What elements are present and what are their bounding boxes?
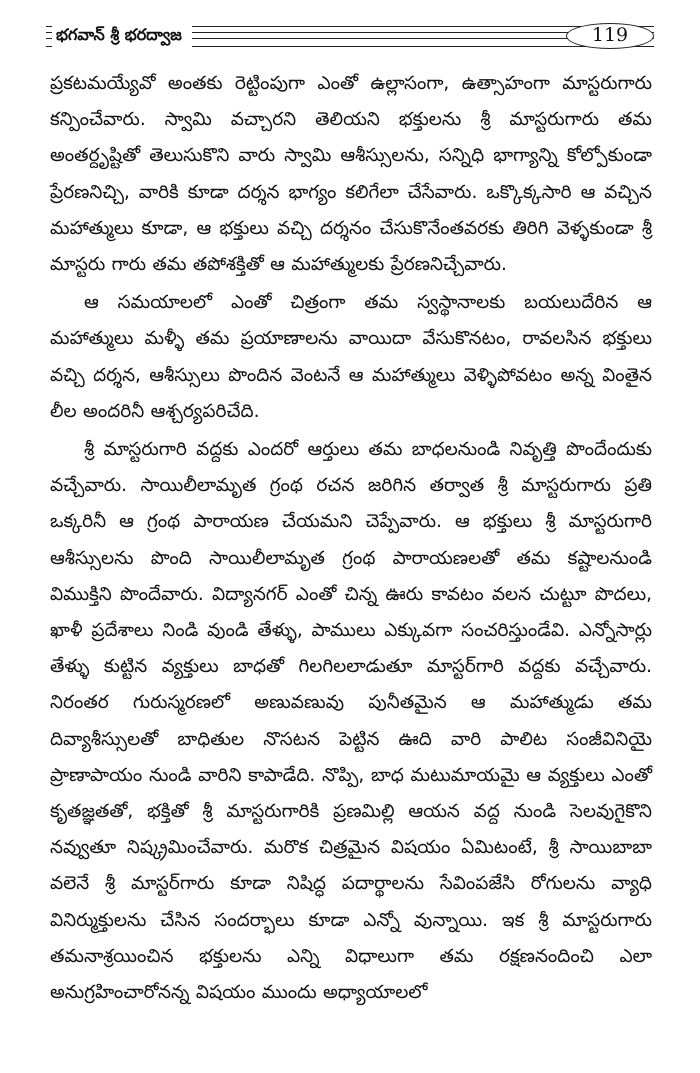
paragraph-2: ఆ సమయాలలో ఎంతో చిత్రంగా తమ స్వస్థానాలకు బయలుదేరిన ఆ మహాత్ములు మళ్ళీ తమ ప్రయాణాలను వాయిదా వేసుకొనటం, రావలసిన భక్తులు వచ్చి దర్శన, ఆశీస్సులు పొందిన వెంటనే ఆ మహాత్ములు వెళ్ళిపోవటం అన్న వింతైన లీల అందరినీ ఆశ్చర్యపరిచేది. [50, 292, 652, 422]
page-number: 119 [566, 23, 654, 49]
body-text [50, 66, 652, 1011]
book-title: భగవాన్ శ్రీ భరద్వాజ [52, 22, 192, 48]
paragraph-1: ప్రకటమయ్యేవో అంతకు రెట్టింపుగా ఎంతో ఉల్లాసంగా, ఉత్సాహంగా మాస్టరుగారు కన్పించేవారు. స్వామి వచ్చారని తెలియని భక్తులను శ్రీ మాస్టరుగారు తమ అంతర్దృష్టితో తెలుసుకొని వారు స్వామి ఆశీస్సులను, సన్నిధి భాగ్యాన్ని కోల్పోకుండా ప్రేరణనిచ్చి, వారికి కూడా దర్శన భాగ్యం కలిగేలా చేసేవారు. ఒక్కొక్కసారి ఆ వచ్చిన మహాత్ములు కూడా, ఆ భక్తులు వచ్చి దర్శనం చేసుకొనేంతవరకు తిరిగి వెళ్ళకుండా శ్రీ మాస్టరు గారు తమ తపోశక్తితో ఆ మహాత్ములకు ప్రేరణనిచ్చేవారు. [50, 73, 652, 276]
running-header [46, 22, 654, 50]
paragraph-3: శ్రీ మాస్టరుగారి వద్దకు ఎందరో ఆర్తులు తమ బాధలనుండి నివృత్తి పొందేందుకు వచ్చేవారు. సాయిలీలామృత గ్రంథ రచన జరిగిన తర్వాత శ్రీ మాస్టరుగారు ప్రతి ఒక్కరినీ ఆ గ్రంథ పారాయణ చేయమని చెప్పేవారు. ఆ భక్తులు శ్రీ మాస్టరుగారి ఆశీస్సులను పొంది సాయిలీలామృత గ్రంథ పారాయణలతో తమ కష్టాలనుండి విముక్తిని పొందేవారు. విద్యానగర్ ఎంతో చిన్న ఊరు కావటం వలన చుట్టూ పొదలు, ఖాళీ ప్రదేశాలు నిండి వుండి తేళ్ళు, పాములు ఎక్కువగా సంచరిస్తుండేవి. ఎన్నోసార్లు తేళ్ళు కుట్టిన వ్యక్తులు బాధతో గిలగిలలాడుతూ మాస్టర్‌గారి వద్దకు వచ్చేవారు. నిరంతర గురుస్మరణలో అణువణువు పునీతమైన ఆ మహాత్ముడు తమ దివ్యాశీస్సులతో బాధితుల నొసటన పెట్టిన ఊది వారి పాలిట సంజీవినియై ప్రాణాపాయం నుండి వారిని కాపాడేది. నొప్పి, బాధ మటుమాయమై ఆ వ్యక్తులు ఎంతో కృతజ్ఞతతో, భక్తితో శ్రీ మాస్టరుగారికి ప్రణమిల్లి ఆయన వద్ద నుండి సెలవుగైకొని నవ్వుతూ నిష్క్రమించేవారు. మరొక చిత్రమైన విషయం ఏమిటంటే, శ్రీ సాయిబాబా వలెనే శ్రీ మాస్టర్‌గారు కూడా నిషిద్ధ పదార్థాలను సేవింపజేసి రోగులను వ్యాధి వినిర్ముక్తులను చేసిన సందర్భాలు కూడా ఎన్నో వున్నాయి. ఇక శ్రీ మాస్టరుగారు తమనాశ్రయించిన భక్తులను ఎన్ని విధాలుగా తమ రక్షణనందించి ఎలా అనుగ్రహించారోనన్న విషయం ముందు అధ్యాయాలలో [50, 439, 652, 1004]
